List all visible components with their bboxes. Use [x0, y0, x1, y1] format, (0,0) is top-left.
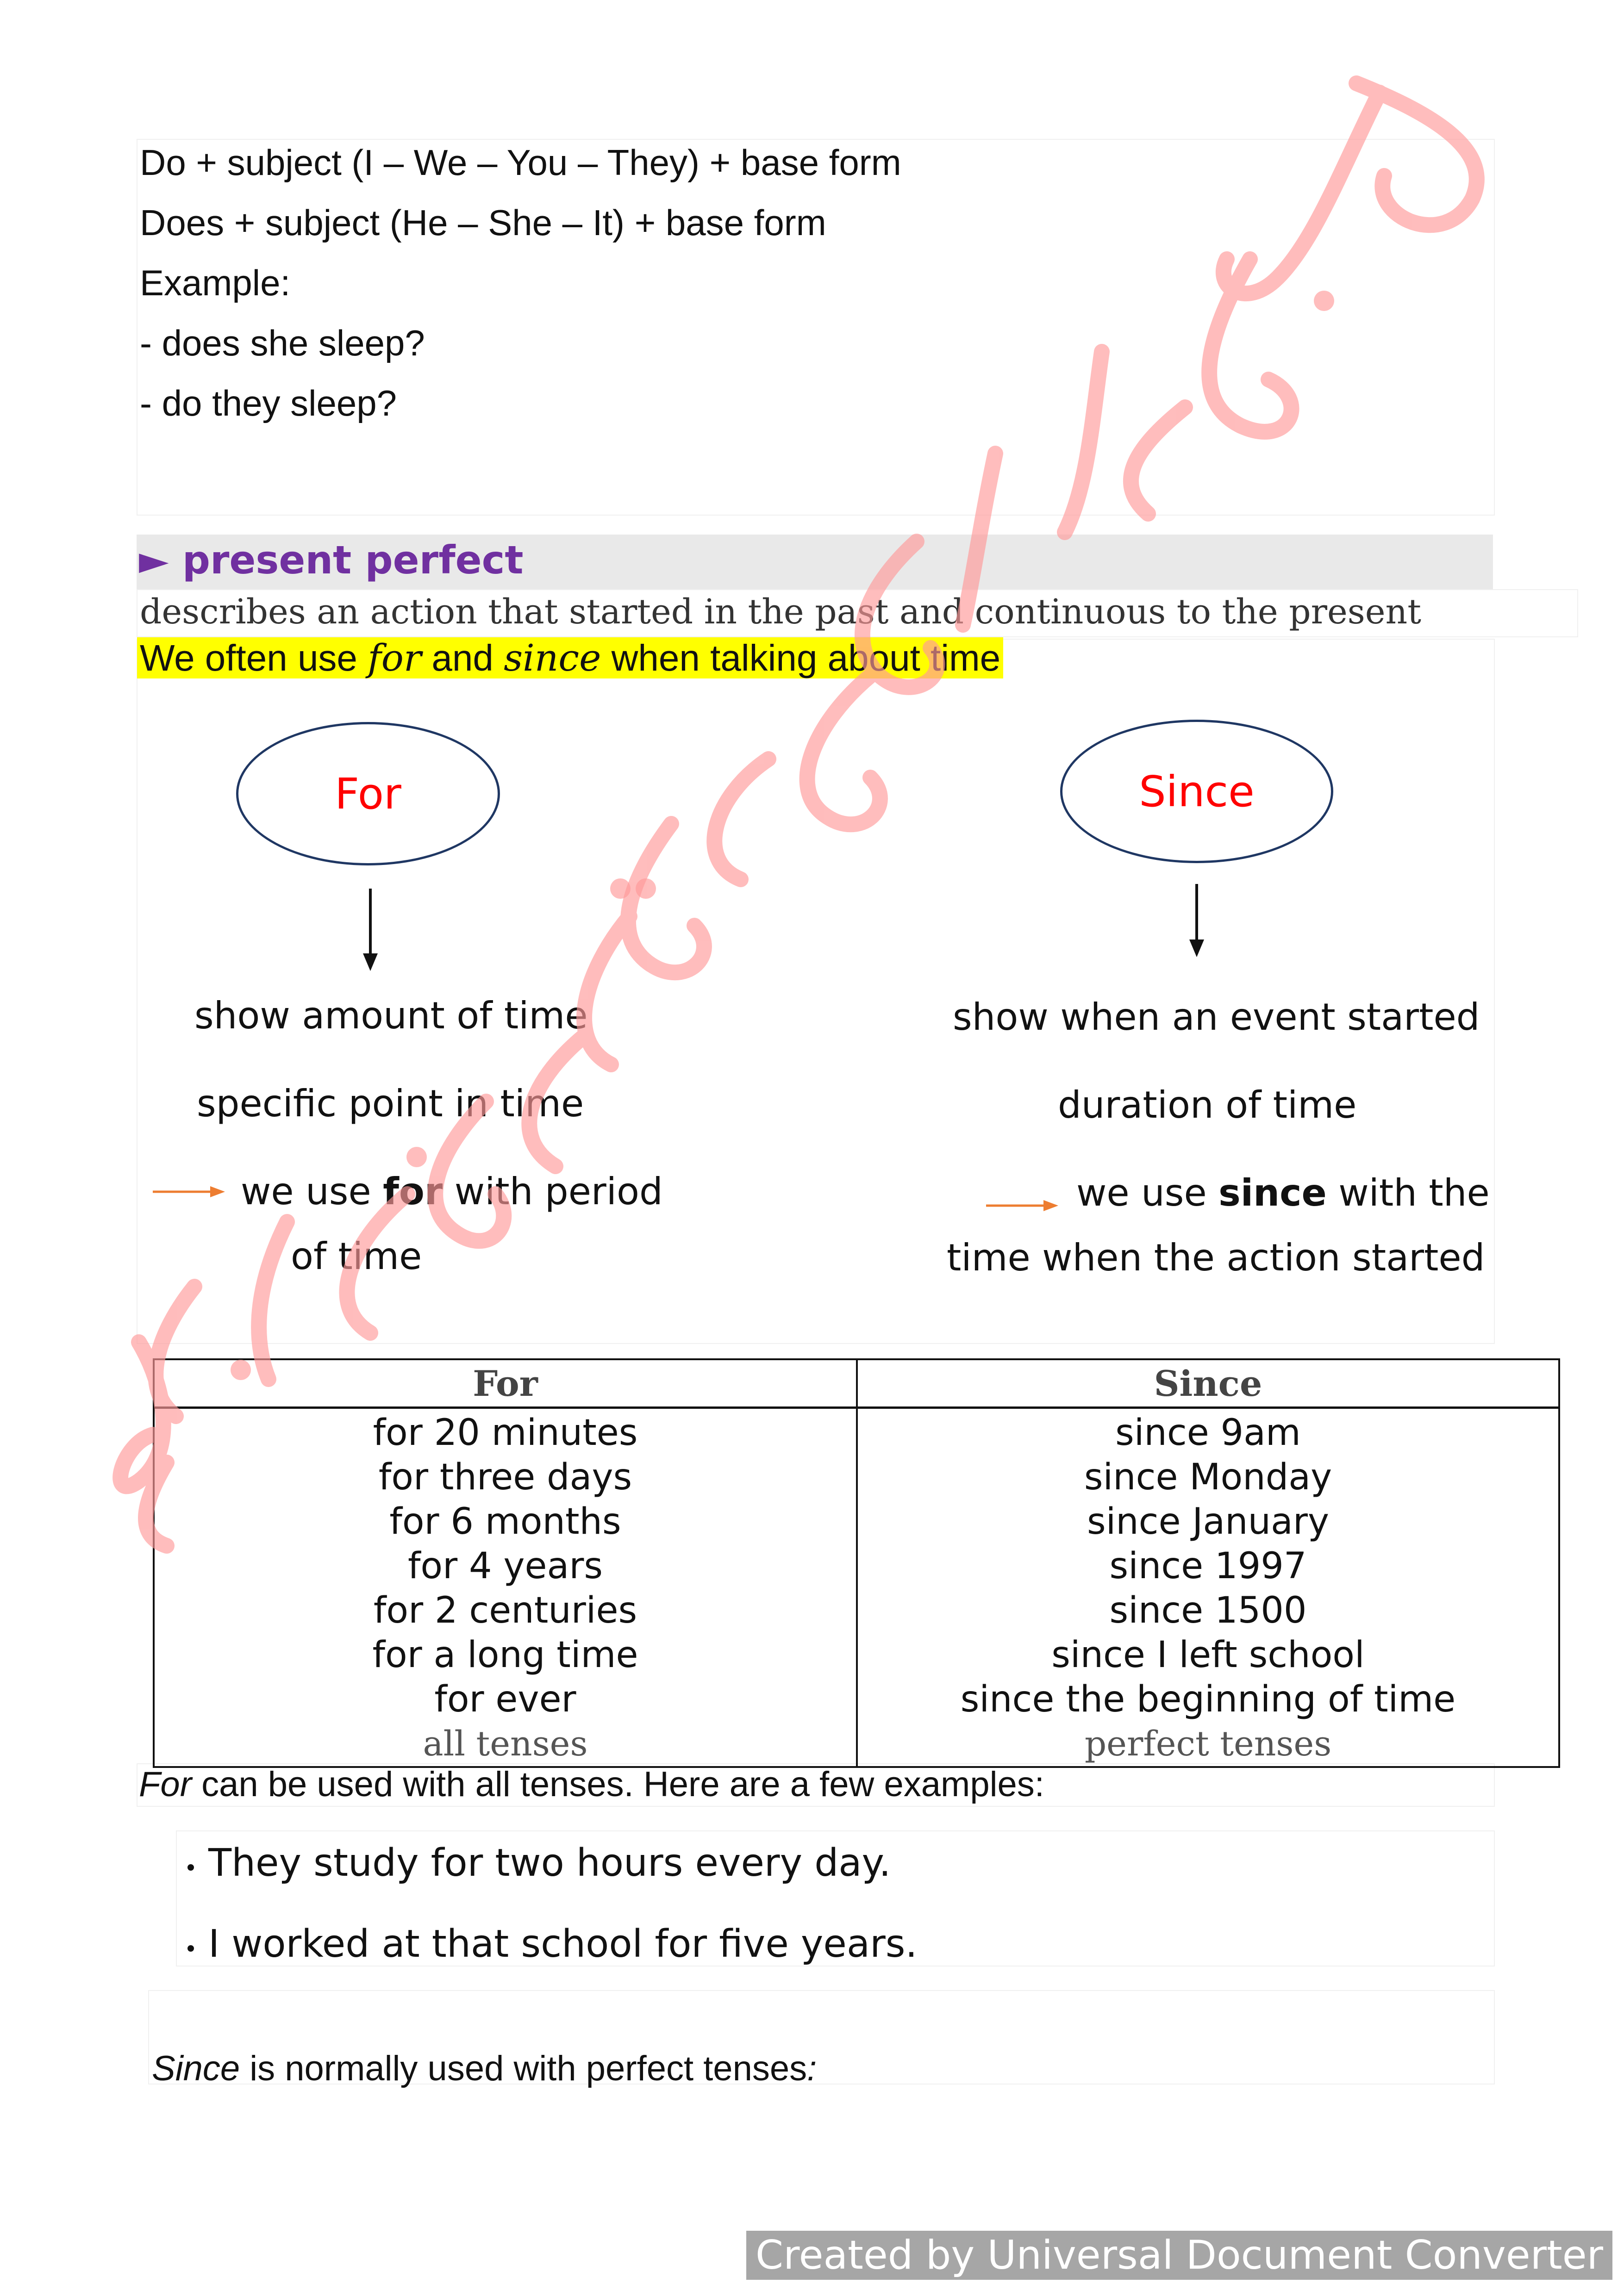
- for-note: all tenses: [423, 1724, 588, 1764]
- highlight-sentence: [137, 636, 1003, 679]
- highlight-and: and: [421, 637, 504, 678]
- since-item: since I left school: [1051, 1634, 1365, 1676]
- for-item: for 6 months: [389, 1501, 621, 1543]
- for-usage-italic: For: [139, 1765, 192, 1804]
- for-item: for a long time: [372, 1634, 638, 1676]
- since-down-arrow-icon: [1183, 884, 1211, 958]
- since-item: since Monday: [1084, 1456, 1332, 1498]
- example-1: - does she sleep?: [140, 323, 425, 363]
- footer-banner: Created by Universal Document Converter: [746, 2231, 1612, 2280]
- for-item: for ever: [434, 1679, 576, 1720]
- since-line-3-post: with the: [1326, 1171, 1490, 1214]
- since-line-3: [1076, 1171, 1490, 1214]
- highlight-mark: [137, 637, 1003, 678]
- since-oval-label: Since: [1139, 766, 1255, 816]
- since-usage-colon: :: [807, 2049, 817, 2088]
- for-line-3: [241, 1170, 663, 1213]
- since-oval: [1060, 720, 1333, 863]
- since-item: since the beginning of time: [960, 1679, 1456, 1720]
- highlight-for: for: [368, 636, 422, 679]
- for-usage-text: can be used with all tenses. Here are a few examples:: [192, 1765, 1044, 1804]
- for-column: [154, 1408, 857, 1767]
- example-label: Example:: [140, 262, 291, 303]
- for-example-2: I worked at that school for five years.: [208, 1922, 918, 1966]
- for-item: for three days: [378, 1456, 632, 1498]
- table-header-for: For: [154, 1359, 857, 1408]
- highlight-prefix: We often use: [140, 637, 368, 678]
- since-usage-italic: Since: [152, 2049, 240, 2088]
- since-line-3-pre: we use: [1076, 1171, 1219, 1214]
- triangle-marker-icon: ►: [139, 537, 169, 583]
- for-line-3-post: with period: [443, 1170, 663, 1213]
- for-down-arrow-icon: [356, 889, 384, 972]
- for-line-2: specific point in time: [197, 1082, 584, 1125]
- since-item: since 1997: [1109, 1545, 1307, 1587]
- since-orange-arrow-icon: [986, 1196, 1060, 1215]
- heading-text: present perfect: [182, 537, 524, 583]
- for-line-1: show amount of time: [194, 994, 588, 1037]
- since-item: since January: [1087, 1501, 1330, 1543]
- since-line-3-bold: since: [1218, 1171, 1327, 1214]
- description: describes an action that started in the past and continuous to the present: [140, 592, 1421, 632]
- rule-do: Do + subject (I – We – You – They) + base form: [140, 142, 901, 183]
- for-oval: [236, 722, 500, 865]
- since-usage-text: is normally used with perfect tenses: [240, 2049, 807, 2088]
- bullet-icon: [187, 1945, 194, 1952]
- for-orange-arrow-icon: [153, 1182, 227, 1201]
- bullet-icon: [187, 1864, 194, 1871]
- since-note: perfect tenses: [1084, 1724, 1332, 1764]
- for-line-3-bold: for: [383, 1170, 443, 1213]
- for-usage-sentence: [139, 1767, 1044, 1802]
- for-oval-label: For: [335, 769, 401, 819]
- for-item: for 20 minutes: [373, 1412, 638, 1454]
- for-item: for 2 centuries: [373, 1590, 637, 1631]
- highlight-suffix: when talking about time: [601, 637, 1001, 678]
- table-header-since: Since: [857, 1359, 1559, 1408]
- section-heading: [139, 537, 524, 583]
- example-2: - do they sleep?: [140, 383, 397, 423]
- for-line-3-pre: we use: [241, 1170, 383, 1213]
- for-line-4: of time: [291, 1235, 422, 1278]
- for-example-1: They study for two hours every day.: [208, 1841, 891, 1885]
- rule-does: Does + subject (He – She – It) + base form: [140, 202, 826, 243]
- since-line-4: time when the action started: [947, 1236, 1485, 1279]
- since-column: [857, 1408, 1559, 1767]
- since-line-1: show when an event started: [953, 996, 1480, 1039]
- since-item: since 9am: [1115, 1412, 1301, 1454]
- for-since-table: [153, 1358, 1560, 1768]
- for-item: for 4 years: [407, 1545, 603, 1587]
- since-line-2: duration of time: [1058, 1083, 1357, 1126]
- highlight-since: since: [504, 636, 601, 679]
- since-usage-sentence: [152, 2051, 817, 2086]
- since-item: since 1500: [1109, 1590, 1307, 1631]
